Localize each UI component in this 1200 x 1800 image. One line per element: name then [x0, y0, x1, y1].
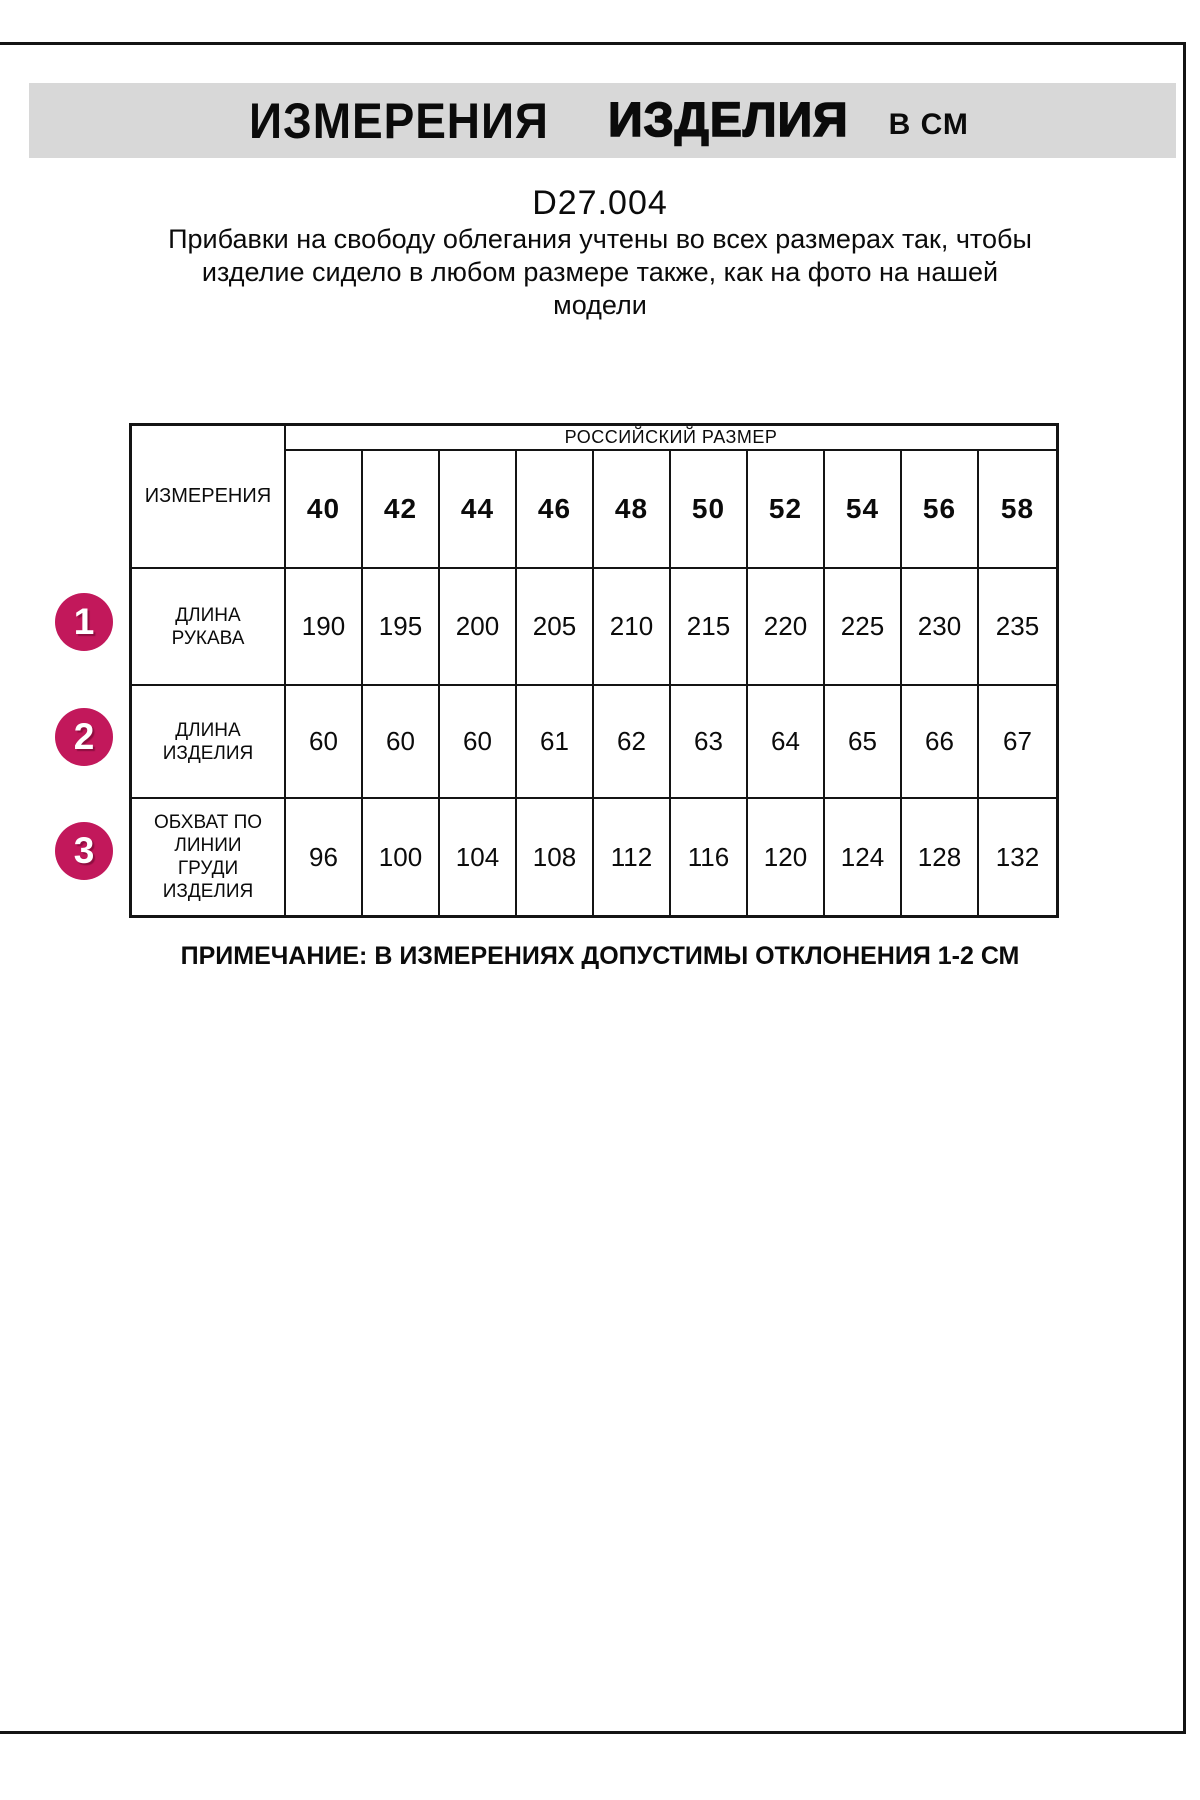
- value-cell: 100: [363, 799, 440, 915]
- size-table: [129, 423, 1059, 918]
- value-cell: 132: [995, 841, 1040, 872]
- title-bar: [29, 83, 1176, 158]
- value-cell: 65: [825, 686, 902, 799]
- value-cell: 128: [902, 799, 979, 915]
- value-cell: 205: [517, 569, 594, 686]
- value-cell: 220: [748, 569, 825, 686]
- value-cell: 62: [594, 686, 671, 799]
- row-label-line: ИЗДЕЛИЯ: [162, 742, 254, 764]
- value-cell: 60: [286, 686, 363, 799]
- value-cell: 210: [594, 569, 671, 686]
- value-cell: 235: [979, 569, 1056, 686]
- value-cell: 195: [363, 569, 440, 686]
- size-header-cell: 42: [363, 451, 440, 569]
- value-cell: 120: [748, 799, 825, 915]
- row-label-cell: [132, 799, 286, 915]
- row-label-line: ОБХВАТ ПО: [153, 812, 263, 833]
- size-header-cell: 56: [902, 451, 979, 569]
- value-cell: 215: [671, 569, 748, 686]
- fit-description-line: модели: [553, 290, 647, 320]
- value-cell: 66: [902, 686, 979, 799]
- fit-description-line: Прибавки на свободу облегания учтены во всех размерах так, чтобы: [168, 224, 1032, 254]
- value-cell: 60: [363, 686, 440, 799]
- value-cell: 96: [286, 799, 363, 915]
- value-cell: 200: [440, 569, 517, 686]
- page-title-unit: В СМ: [888, 107, 969, 141]
- size-header-cell: 58: [979, 451, 1056, 569]
- size-header-cell: 50: [671, 451, 748, 569]
- value-cell: 61: [517, 686, 594, 799]
- row-label-line: ДЛИНА: [175, 719, 241, 741]
- value-cell: 190: [286, 569, 363, 686]
- value-cell: 108: [517, 799, 594, 915]
- fit-description-line: изделие сидело в любом размере также, как на фото на нашей: [201, 257, 999, 287]
- row-label-cell: [132, 569, 286, 686]
- product-code: D27.004: [532, 184, 668, 222]
- row-label-cell: [132, 686, 286, 799]
- row-label-line: ГРУДИ: [177, 858, 239, 879]
- fit-description: [0, 223, 1200, 322]
- value-cell: 230: [902, 569, 979, 686]
- row-marker-2: 2: [55, 708, 113, 766]
- size-header-cell: 52: [748, 451, 825, 569]
- row-marker-3: 3: [55, 822, 113, 880]
- value-cell: 124: [825, 799, 902, 915]
- size-header-cell: 40: [286, 451, 363, 569]
- value-cell: 63: [671, 686, 748, 799]
- size-header-cell: 46: [517, 451, 594, 569]
- size-header-cell: 48: [594, 451, 671, 569]
- page-title-word-measurements: ИЗМЕРЕНИЯ: [249, 92, 550, 149]
- value-cell: 67: [979, 686, 1056, 799]
- size-header-cell: 44: [440, 451, 517, 569]
- row-label-line: ИЗДЕЛИЯ: [162, 881, 254, 902]
- measurements-column-header: ИЗМЕРЕНИЯ: [132, 426, 286, 569]
- value-cell: 116: [671, 799, 748, 915]
- row-label-line: ЛИНИИ: [174, 835, 242, 856]
- value-cell: 64: [748, 686, 825, 799]
- value-cell: 104: [440, 799, 517, 915]
- value-cell: 225: [825, 569, 902, 686]
- tolerance-note: ПРИМЕЧАНИЕ: В ИЗМЕРЕНИЯХ ДОПУСТИМЫ ОТКЛОНЕНИЯ 1-2 СМ: [180, 942, 1020, 970]
- value-cell: 112: [594, 799, 671, 915]
- row-marker-1: 1: [55, 593, 113, 651]
- russian-size-header: РОССИЙСКИЙ РАЗМЕР: [286, 426, 1056, 451]
- page-title-word-product: ИЗДЕЛИЯ: [608, 94, 849, 147]
- row-label-line: ДЛИНА: [175, 604, 241, 626]
- row-label-line: РУКАВА: [171, 627, 245, 649]
- size-header-cell: 54: [825, 451, 902, 569]
- value-cell: 60: [440, 686, 517, 799]
